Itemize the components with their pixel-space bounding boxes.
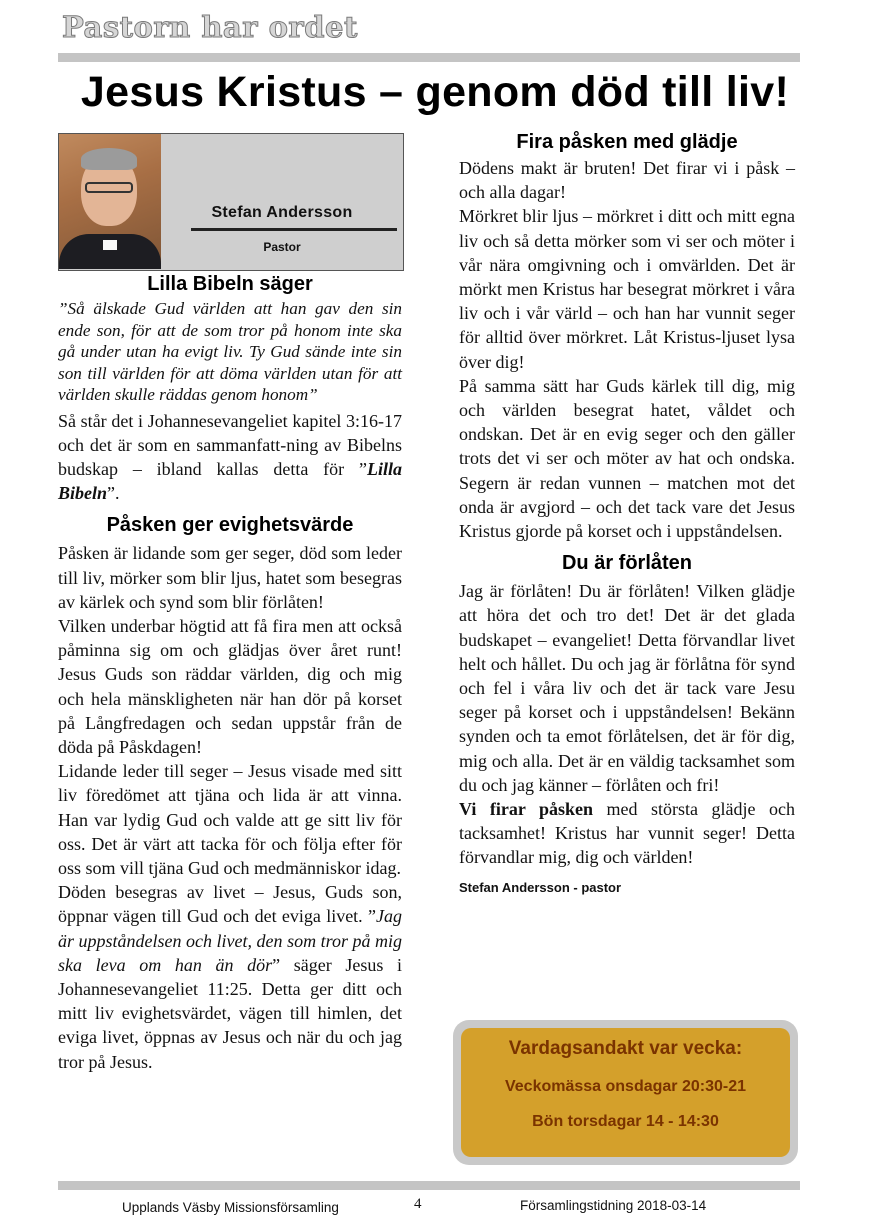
paragraph-paasken: Påsken är lidande som ger seger, död som leder till liv, mörker som blir ljus, hatet som besegras av kärlek och synd som blir förlåten! (58, 543, 402, 612)
signature: Stefan Andersson - pastor (459, 879, 622, 895)
left-column (58, 270, 402, 1074)
pastor-card (58, 133, 404, 271)
paragraph-doden: Döden besegras av livet – Jesus, Guds son, öppnar vägen till Gud och det eviga livet. ”Jag är uppståndelsen och livet, den som tror på mig ska leva om han än dör” säger Jesus i Johannesevangeliet 11:25. Detta ger ditt och mitt liv evighetsvärdet, vägen till himlen, det eviga livet, öppnas av Jesus och när du och jag tror på Jesus. (58, 882, 402, 1072)
bottom-divider (58, 1181, 800, 1190)
top-divider (58, 53, 800, 62)
section-label: Pastorn har ordet (62, 10, 358, 44)
pastor-divider (191, 228, 397, 231)
right-column (459, 128, 795, 900)
bible-quote: ”Så älskade Gud världen att han gav den sin ende son, för att de som tror på honom inte ska gå under utan ha evigt liv. Ty Gud sände inte sin son till världen för att döma världen utan för att världen skulle räddas genom honom” (58, 299, 402, 404)
paragraph-karlek: På samma sätt har Guds kärlek till dig, mig och världen besegrat hatet, våldet och ondskan. Det är en evig seger och den gäller trots det vi ser och möter av hat och ondska. Segern är redan vunnen – matchen mot det onda är avgjord – och det tack vare det Jesus Kristus gjorde på korset och i uppståndelsen. (459, 375, 795, 542)
page-number: 4 (414, 1196, 422, 1212)
paragraph-morkret: Mörkret blir ljus – mörkret i ditt och mitt egna liv och så detta mörker som vi ser och möter i vår nära omgivning och i omvärlden. Det är mörkt men Kristus har besegrat mörkret i våra liv och i vår värld – och han har vunnit seger för alltid över mörkret. Låt Kristus-ljuset lysa över dig! (459, 206, 795, 372)
heading-du-ar-forlaten: Du är förlåten (561, 552, 693, 575)
footer-organization: Upplands Väsby Missionsförsamling (122, 1200, 339, 1215)
paragraph-hogtid: Vilken underbar högtid att få fira men att också påminna sig om och glädjas över året runt! Jesus Guds son räddar världen, dig och mig och hela mänskligheten när han dör på korset på Långfredagen och sedan uppstår från de döda på Påskdagen! (58, 615, 402, 757)
paragraph-dodens-makt: Dödens makt är bruten! Det firar vi i påsk – och alla dagar! (459, 158, 795, 203)
pastor-photo (59, 134, 161, 269)
notice-box (453, 1020, 798, 1165)
paragraph-reference: Så står det i Johannesevangeliet kapitel 3:16-17 och det är som en sammanfatt-ning av Bibelns budskap – ibland kallas detta för ”Lilla Bibeln”. (58, 410, 402, 504)
notice-line-veckomassa: Veckomässa onsdagar 20:30-21 (504, 1078, 747, 1095)
paragraph-vi-firar: Vi firar påsken med största glädje och tacksamhet! Kristus har vunnit seger! Detta förvandlar mig, dig och världen! (459, 799, 795, 868)
heading-paasken-evighetsvarde: Påsken ger evighetsvärde (106, 514, 354, 537)
paragraph-forlaten: Jag är förlåten! Du är förlåten! Vilken glädje att höra det och tro det! Det är det glada budskapet – evangeliet! Detta förvandlar livet helt och hållet. Du och jag är förlåtna för synd och fel i våra liv och det är tack vare Jesu seger på korset och i uppståndelsen! Bekänn synden och ta emot förlåtelsen, det är för dig, mig och alla. Det är en väldig tacksamhet som du och jag känner – förlåten och fri! (459, 581, 795, 795)
notice-title: Vardagsandakt var vecka: (508, 1038, 743, 1059)
notice-line-bon: Bön torsdagar 14 - 14:30 (532, 1113, 719, 1130)
pastor-title: Pastor (263, 240, 301, 254)
footer-publication: Församlingstidning 2018-03-14 (520, 1198, 707, 1213)
paragraph-lidande: Lidande leder till seger – Jesus visade med sitt liv föredömet att tjäna och lida är att vinna. Han var lydig Gud och valde att ge sitt liv för oss. Det är värt att tacka för och följa efter för oss som vill tjäna Gud och medmänniskor idag. (58, 761, 402, 878)
heading-lilla-bibeln: Lilla Bibeln säger (147, 273, 313, 295)
pastor-name: Stefan Andersson (211, 204, 353, 221)
page-headline: Jesus Kristus – genom död till liv! (80, 68, 790, 116)
heading-fira-paasken: Fira påsken med glädje (516, 131, 738, 153)
